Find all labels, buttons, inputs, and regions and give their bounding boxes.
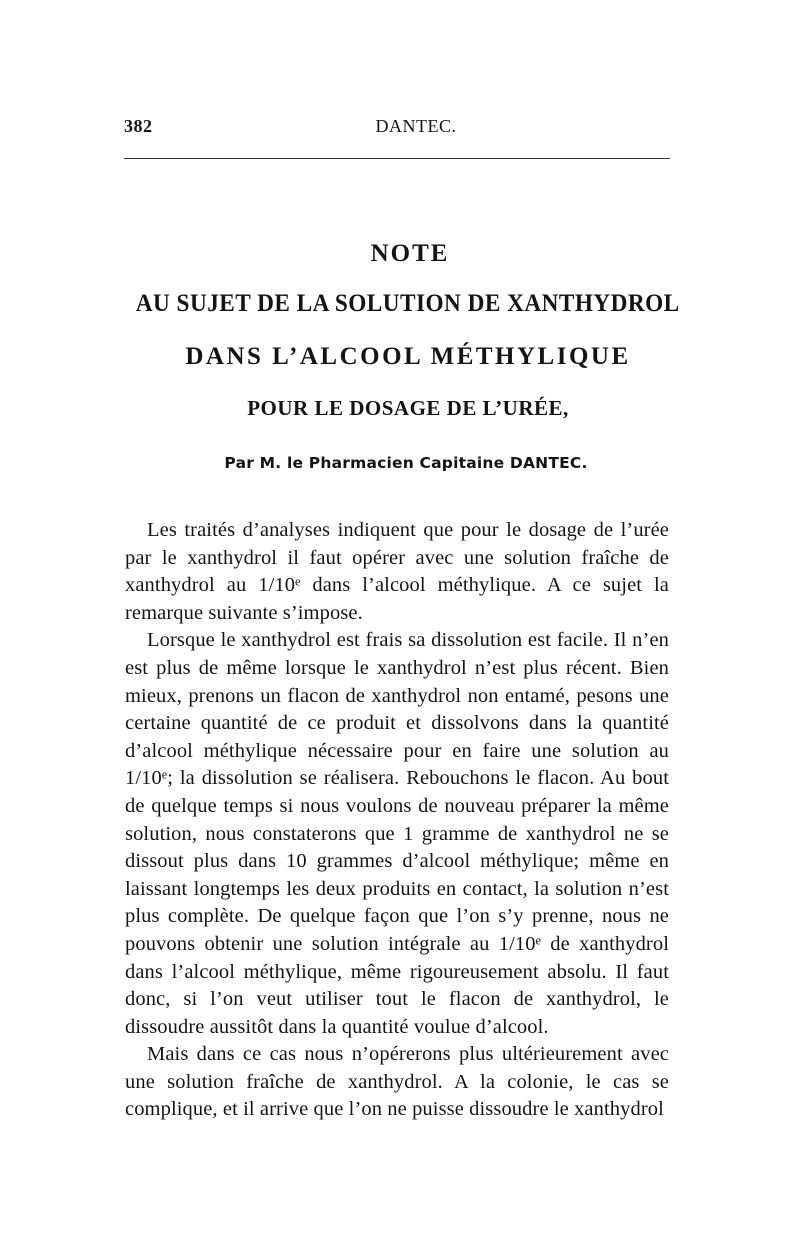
running-head bbox=[124, 116, 672, 142]
title-line-3: DANS L’ALCOOL MÉTHYLIQUE bbox=[185, 343, 631, 370]
paragraph-2: Lorsque le xanthydrol est frais sa dissolution est facile. Il n’en est plus de même lorsque le xanthydrol n’est plus récent. Bien mieux, prenons un flacon de xanthydrol non entamé, pesons une certaine quantité de ce produit et dissolvons dans la quantité d’alcool méthylique nécessaire pour en faire une solution au 1/10ᵉ; la dissolution se réalisera. Rebouchons le flacon. Au bout de quelque temps si nous voulons de nouveau préparer la même solution, nous constaterons que 1 gramme de xanthydrol ne se dissout plus dans 10 grammes d’alcool méthylique; même en laissant longtemps les deux produits en contact, la solution n’est plus complète. De quelque façon que l’on s’y prenne, nous ne pouvons obtenir une solution intégrale au 1/10ᵉ de xanthydrol dans l’alcool méthylique, même rigoureusement absolu. Il faut donc, si l’on veut utiliser tout le flacon de xanthydrol, le dissoudre aussitôt dans la quantité voulue d’alcool. bbox=[125, 629, 669, 1038]
running-title: DANTEC. bbox=[375, 116, 457, 136]
title-note: NOTE bbox=[370, 240, 450, 267]
article-body bbox=[125, 517, 669, 1124]
paragraph-3: Mais dans ce cas nous n’opérerons plus ultérieurement avec une solution fraîche de xanthydrol. A la colonie, le cas se complique, et il arrive que l’on ne puisse dissoudre le xanthydrol bbox=[125, 1043, 669, 1121]
header-rule bbox=[124, 158, 670, 159]
title-line-2: AU SUJET DE LA SOLUTION DE XANTHYDROL bbox=[135, 290, 680, 317]
author-byline: Par M. le Pharmacien Capitaine DANTEC. bbox=[224, 454, 588, 472]
title-line-4: POUR LE DOSAGE DE L’URÉE, bbox=[247, 396, 569, 420]
paragraph-1: Les traités d’analyses indiquent que pour le dosage de l’urée par le xanthydrol il faut opérer avec une solution fraîche de xanthydrol au 1/10ᵉ dans l’alcool méthylique. A ce sujet la remarque suivante s’impose. bbox=[125, 519, 669, 624]
page-number: 382 bbox=[124, 116, 153, 136]
